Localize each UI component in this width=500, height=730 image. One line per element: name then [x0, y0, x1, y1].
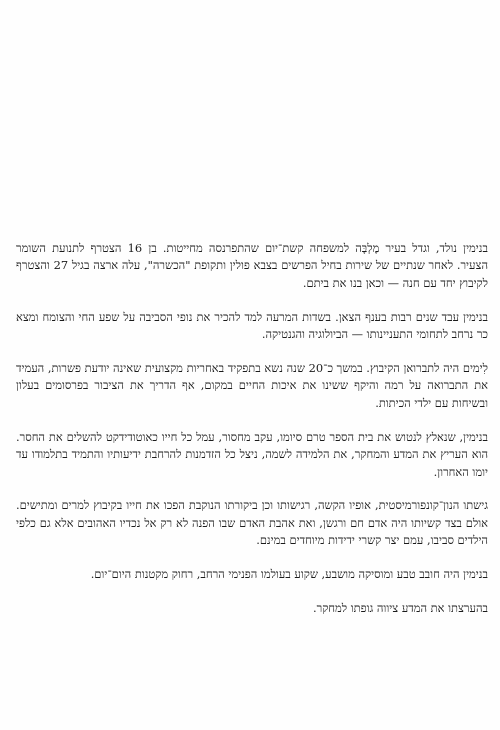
paragraph-sheep-work: בנימין עבד שנים רבות בענף הצאן. בשדות המרעה למד להכיר את נופי הסביבה על שפע החי והצומח ומצא כר נרחב לתחומי התעניינותו — הביולוגיה והגנטיקה.	[16, 309, 488, 342]
paragraph-character: גישתו הנון־קונפורמיסטית, אופיו הקשה, רגישותו וכן ביקורתו הנוקבת הפכו את חייו בקיבוץ למרים ומתישים. אולם בצד קשיותו היה אדם חם ורגשן, ואת אהבת האדם שבו הפנה לא רק אל נכדיו האהובים אלא גם כלפי הילדים סביבו, עמם יצר קשרי ידידות מיוחדים במינם.	[16, 498, 488, 548]
paragraph-hobbies: בנימין היה חובב טבע ומוסיקה מושבע, שקוע בעולמו הפנימי הרחב, רחוק מקטנות היום־יום.	[90, 567, 488, 582]
paragraph-self-study: בנימין, שנאלץ לנטוש את בית הספר טרם סיומו, עקב מחסור, עמל כל חייו כאוטודידקט להשלים את החסר. הוא העריץ את המדע והמחקר, את הלמידה לשמה, ניצל כל הזדמנות להרחבת ידיעותיו והתמיד בתלמודו עד יומו האחרון.	[16, 429, 488, 479]
paragraph-body-donation: בהערצתו את המדע ציווה גופתו למחקר.	[313, 601, 488, 616]
paragraph-early-life: בנימין נולד, וגדל בעיר מֶלְבָּה למשפחה קשת־יום שהתפרנסה מחייטות. בן 16 הצטרף לתנועת השומר הצעיר. לאחר שנתיים של שירות בחיל הפרשים בצבא פולין ותקופת "הכשרה", עלה ארצה בגיל 27 והצטרף לקיבוץ יחד עם חנה — וכאן בנו את ביתם.	[16, 241, 488, 290]
paragraph-sanitation: לִימים היה לתברואן הקיבוץ. במשך כ־20 שנה נשא בתפקיד באחריות מקצועית שאינה יודעת פשרות, העמיד את התברואה על רמה והיקף ששינו את איכות החיים במקום, אף הדריך את הציבור בפרסומים בעלון ובשיחות עם ילדי הכיתות.	[16, 361, 488, 410]
memorial-text	[16, 240, 488, 618]
